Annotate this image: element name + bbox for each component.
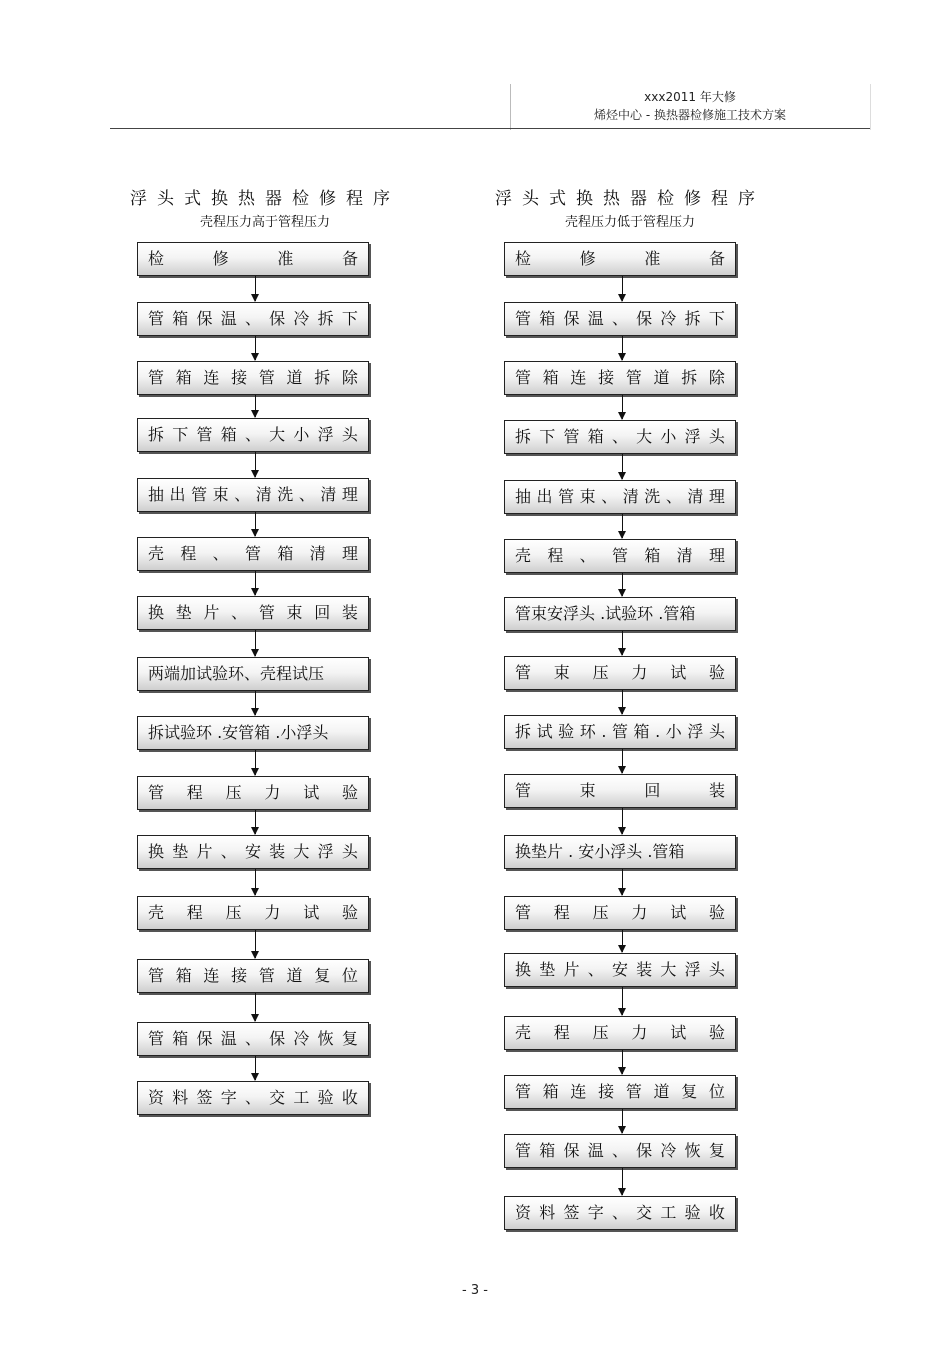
right-step-15: 管 箱 连 接 管 道 复 位 bbox=[504, 1075, 736, 1109]
left-step-4: 拆 下 管 箱 、 大 小 浮 头 bbox=[137, 418, 369, 452]
right-arrow-13 bbox=[622, 987, 623, 1015]
right-step-13: 换 垫 片 、 安 装 大 浮 头 bbox=[504, 953, 736, 987]
left-step-2: 管 箱 保 温 、 保 冷 拆 下 bbox=[137, 302, 369, 336]
left-step-12: 壳 程 压 力 试 验 bbox=[137, 896, 369, 930]
right-step-2: 管 箱 保 温 、 保 冷 拆 下 bbox=[504, 302, 736, 336]
left-step-11: 换 垫 片 、 安 装 大 浮 头 bbox=[137, 835, 369, 869]
right-arrow-6 bbox=[622, 573, 623, 596]
right-step-17: 资 料 签 字 、 交 工 验 收 bbox=[504, 1196, 736, 1230]
right-step-3: 管 箱 连 接 管 道 拆 除 bbox=[504, 361, 736, 395]
left-step-8: 两端加试验环、壳程试压 bbox=[137, 657, 369, 691]
left-arrow-12 bbox=[255, 930, 256, 958]
header-divider-left bbox=[510, 84, 511, 130]
left-step-13: 管 箱 连 接 管 道 复 位 bbox=[137, 959, 369, 993]
right-arrow-16 bbox=[622, 1168, 623, 1195]
left-arrow-10 bbox=[255, 810, 256, 834]
right-arrow-8 bbox=[622, 690, 623, 714]
left-arrow-13 bbox=[255, 993, 256, 1021]
right-step-11: 换垫片 . 安小浮头 .管箱 bbox=[504, 835, 736, 869]
left-step-5: 抽 出 管 束 、 清 洗 、 清 理 bbox=[137, 478, 369, 512]
right-flow-subtitle: 壳程压力低于管程压力 bbox=[564, 215, 695, 230]
right-flow-title: 浮头式换热器检修程序 bbox=[495, 189, 765, 209]
right-step-8: 管 束 压 力 试 验 bbox=[504, 656, 736, 690]
right-arrow-1 bbox=[622, 276, 623, 301]
left-arrow-9 bbox=[255, 750, 256, 775]
right-arrow-15 bbox=[622, 1109, 623, 1133]
right-arrow-4 bbox=[622, 454, 623, 479]
left-arrow-1 bbox=[255, 276, 256, 301]
right-step-6: 壳 程 、 管 箱 清 理 bbox=[504, 539, 736, 573]
header-document-title: 烯烃中心 - 换热器检修施工技术方案 bbox=[594, 108, 786, 122]
header-divider-right bbox=[870, 84, 871, 130]
right-step-9: 拆 试 验 环 . 管 箱 . 小 浮 头 bbox=[504, 715, 736, 749]
left-step-15: 资 料 签 字 、 交 工 验 收 bbox=[137, 1081, 369, 1115]
left-arrow-2 bbox=[255, 336, 256, 360]
right-arrow-2 bbox=[622, 336, 623, 360]
left-step-3: 管 箱 连 接 管 道 拆 除 bbox=[137, 361, 369, 395]
left-step-6: 壳 程 、 管 箱 清 理 bbox=[137, 537, 369, 571]
right-step-16: 管 箱 保 温 、 保 冷 恢 复 bbox=[504, 1134, 736, 1168]
right-step-1: 检 修 准 备 bbox=[504, 242, 736, 276]
left-step-14: 管 箱 保 温 、 保 冷 恢 复 bbox=[137, 1022, 369, 1056]
left-step-9: 拆试验环 .安管箱 .小浮头 bbox=[137, 716, 369, 750]
right-step-12: 管 程 压 力 试 验 bbox=[504, 896, 736, 930]
left-step-7: 换 垫 片 、 管 束 回 装 bbox=[137, 596, 369, 630]
page-number: - 3 - bbox=[462, 1283, 488, 1298]
right-step-5: 抽 出 管 束 、 清 洗 、 清 理 bbox=[504, 480, 736, 514]
left-arrow-6 bbox=[255, 571, 256, 595]
header-rule bbox=[110, 128, 870, 129]
left-arrow-4 bbox=[255, 452, 256, 477]
right-step-4: 拆 下 管 箱 、 大 小 浮 头 bbox=[504, 420, 736, 454]
right-step-7: 管束安浮头 .试验环 .管箱 bbox=[504, 597, 736, 631]
right-arrow-9 bbox=[622, 749, 623, 773]
right-arrow-11 bbox=[622, 869, 623, 895]
right-arrow-10 bbox=[622, 808, 623, 834]
left-flow-title: 浮头式换热器检修程序 bbox=[130, 189, 400, 209]
left-arrow-14 bbox=[255, 1056, 256, 1080]
right-step-14: 壳 程 压 力 试 验 bbox=[504, 1016, 736, 1050]
left-arrow-5 bbox=[255, 512, 256, 536]
right-arrow-7 bbox=[622, 631, 623, 655]
left-arrow-3 bbox=[255, 395, 256, 417]
right-arrow-12 bbox=[622, 930, 623, 952]
right-step-10: 管 束 回 装 bbox=[504, 774, 736, 808]
left-arrow-7 bbox=[255, 630, 256, 656]
left-step-10: 管 程 压 力 试 验 bbox=[137, 776, 369, 810]
right-arrow-5 bbox=[622, 514, 623, 538]
right-arrow-14 bbox=[622, 1050, 623, 1074]
left-arrow-11 bbox=[255, 869, 256, 895]
left-flow-subtitle: 壳程压力高于管程压力 bbox=[199, 215, 330, 230]
left-step-1: 检 修 准 备 bbox=[137, 242, 369, 276]
left-arrow-8 bbox=[255, 691, 256, 715]
right-arrow-3 bbox=[622, 395, 623, 419]
header-project: xxx2011 年大修 bbox=[644, 90, 736, 104]
